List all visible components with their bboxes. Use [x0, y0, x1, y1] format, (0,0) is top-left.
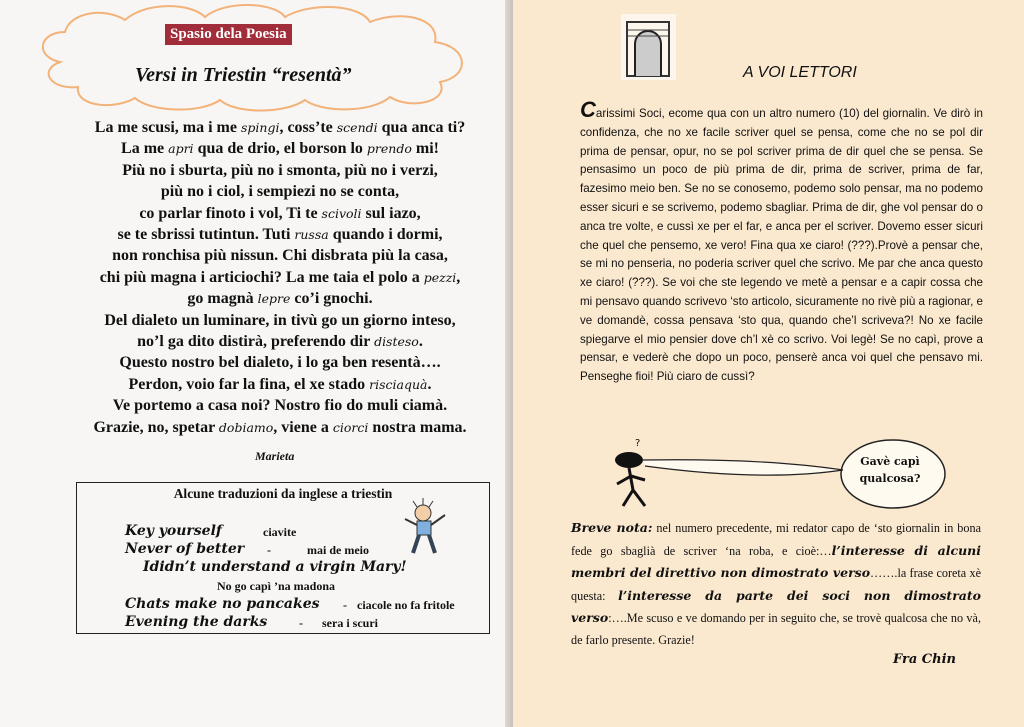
poem-line: La me scusi, ma i me spingi, coss’te scendi qua anca ti?: [94, 119, 466, 136]
signature: Fra Chin: [893, 652, 956, 667]
poem-line: Più no i sburta, più no i smonta, più no i verzi,: [122, 161, 438, 179]
poem-line: Ve portemo a casa noi? Nostro fio do muli ciamà.: [112, 397, 448, 415]
translation-triestin: sera i scuri: [322, 616, 378, 630]
poem: [70, 117, 490, 438]
translation-triestin: No go capì ’na madona: [217, 579, 336, 593]
poem-title: Versi in Triestin “resentà”: [135, 64, 352, 86]
poem-line: Grazie, no, spetar dobiamo, viene a ciorci nostra mama.: [93, 418, 467, 436]
poem-line: non ronchisa più nissun. Chi disbrata più la casa,: [112, 247, 448, 265]
note-wrong-quote: l’interesse di alcuni membri del direttivo non dimostrato verso: [571, 542, 981, 580]
translation-separator: -: [343, 598, 347, 612]
translation-separator: -: [267, 543, 271, 557]
poem-line: Perdon, voio far la fina, el xe stado risciaquà.: [128, 375, 432, 393]
translation-english: Key yourself: [125, 523, 222, 539]
translation-english: Ididn’t understand a virgin Mary!: [143, 559, 407, 575]
poem-line: Del dialeto un luminare, in tivù go un giorno inteso,: [104, 311, 456, 329]
poem-line: co parlar finoto i vol, Ti te scivoli sul iazo,: [139, 204, 421, 222]
confused-man-illustration: [395, 497, 455, 557]
translation-english: Never of better: [125, 541, 245, 557]
poem-line: se te sbrissi tutintun. Tuti russa quando i dormi,: [117, 226, 443, 244]
poem-line: go magnà lepre co’i gnochi.: [187, 290, 373, 308]
translation-triestin: ciavite: [263, 525, 297, 539]
speech-bubble-text: Gavè capì qualcosa?: [859, 455, 921, 485]
right-page: [513, 0, 1024, 727]
arch-sketch-icon: [621, 14, 676, 80]
translation-english: Evening the darks: [125, 614, 268, 630]
poem-line: La me apri qua de drio, el borson lo prendo mi!: [121, 140, 439, 158]
translation-separator: -: [299, 616, 303, 630]
section-title: Spasio dela Poesia: [165, 24, 292, 45]
short-note: Breve nota: nel numero precedente, mi redator capo de ‘sto giornalin in bona fede go sbaglià de scriver ‘na roba, e cioè:…l’interesse di alcuni membri del direttivo non dimostrato verso…….la frase coreta xè questa: l’interesse da parte dei soci non dimostrato verso:….Me scuso e ve domando per in seguito che, se trovè qualcosa che no và, de farlo presente. Grazie!: [571, 520, 982, 647]
poem-line: più no i ciol, i sempiezi no se conta,: [160, 183, 400, 201]
translations-box: [76, 482, 490, 634]
letter-drop-cap: C: [580, 97, 596, 122]
letter-body: arissimi Soci, ecome qua con un altro numero (10) del giornalin. Ve dirò in confidenza, che no xe facile scriver quel se pensa, come che no se pol dir prima de pensar, opur, no se pol scriver prima de dir quel che se pensa. Se pensasimo un poco de più prima de dir, prima de scriver, prima de far, fazesimo meio ben. Se no se conosemo, podemo solo pensar, ma no podemo esser sicuri e se scrivemo, podemo sbagliar. Prima de dir, ghe vol pensar do o anca tre volte, e cussì xe per el far, e anca per el scriver. Dovemo esser sicuri che quel che pensemo, xe vero! Fina qua xe ciaro! (???).Provè a pensar che, se mi no penseria, no poderia scriver quel che scrivo. Me par che anca questo xe ciaro! (???). Se voi che ste legendo ve metè a pensar e a capir cossa che mi pensavo quando scrivevo ‘sto articolo, sicuramente no rivè più a ragionar, e ve domandè, cossa pensava ‘sto qua, quando che’l scriveva?! No xe facile spiegarve el mio pensier dove ch’l xè co scrivo. Voi legè! Se no capì, prove a pensar, e vederè che dopo un poco, penserè anca voi quel che pensavo mi. Penseghe fioi! Più ciaro de cussì?: [580, 107, 983, 384]
translations-title: Alcune traduzioni da inglese a triestin: [173, 486, 393, 501]
translation-triestin: mai de meio: [307, 543, 369, 557]
poem-line: Questo nostro bel dialeto, i lo ga ben resentà….: [119, 354, 441, 372]
poem-author: Marieta: [255, 449, 295, 463]
poem-line: chi più magna i articiochi? La me taia el polo a pezzi,: [99, 268, 461, 286]
translation-triestin: ciacole no fa fritole: [357, 598, 455, 612]
note-correct-quote: l’interesse da parte dei soci non dimostrato verso: [571, 587, 981, 625]
right-page-title: A VOI LETTORI: [743, 64, 857, 81]
editor-letter: [580, 97, 983, 387]
cloud-frame: [30, 2, 480, 112]
translation-english: Chats make no pancakes: [125, 596, 320, 612]
svg-text:?: ?: [635, 438, 641, 449]
note-label: Breve nota:: [571, 520, 653, 535]
poem-line: no’l ga dito distirà, preferendo dir disteso.: [137, 333, 423, 351]
